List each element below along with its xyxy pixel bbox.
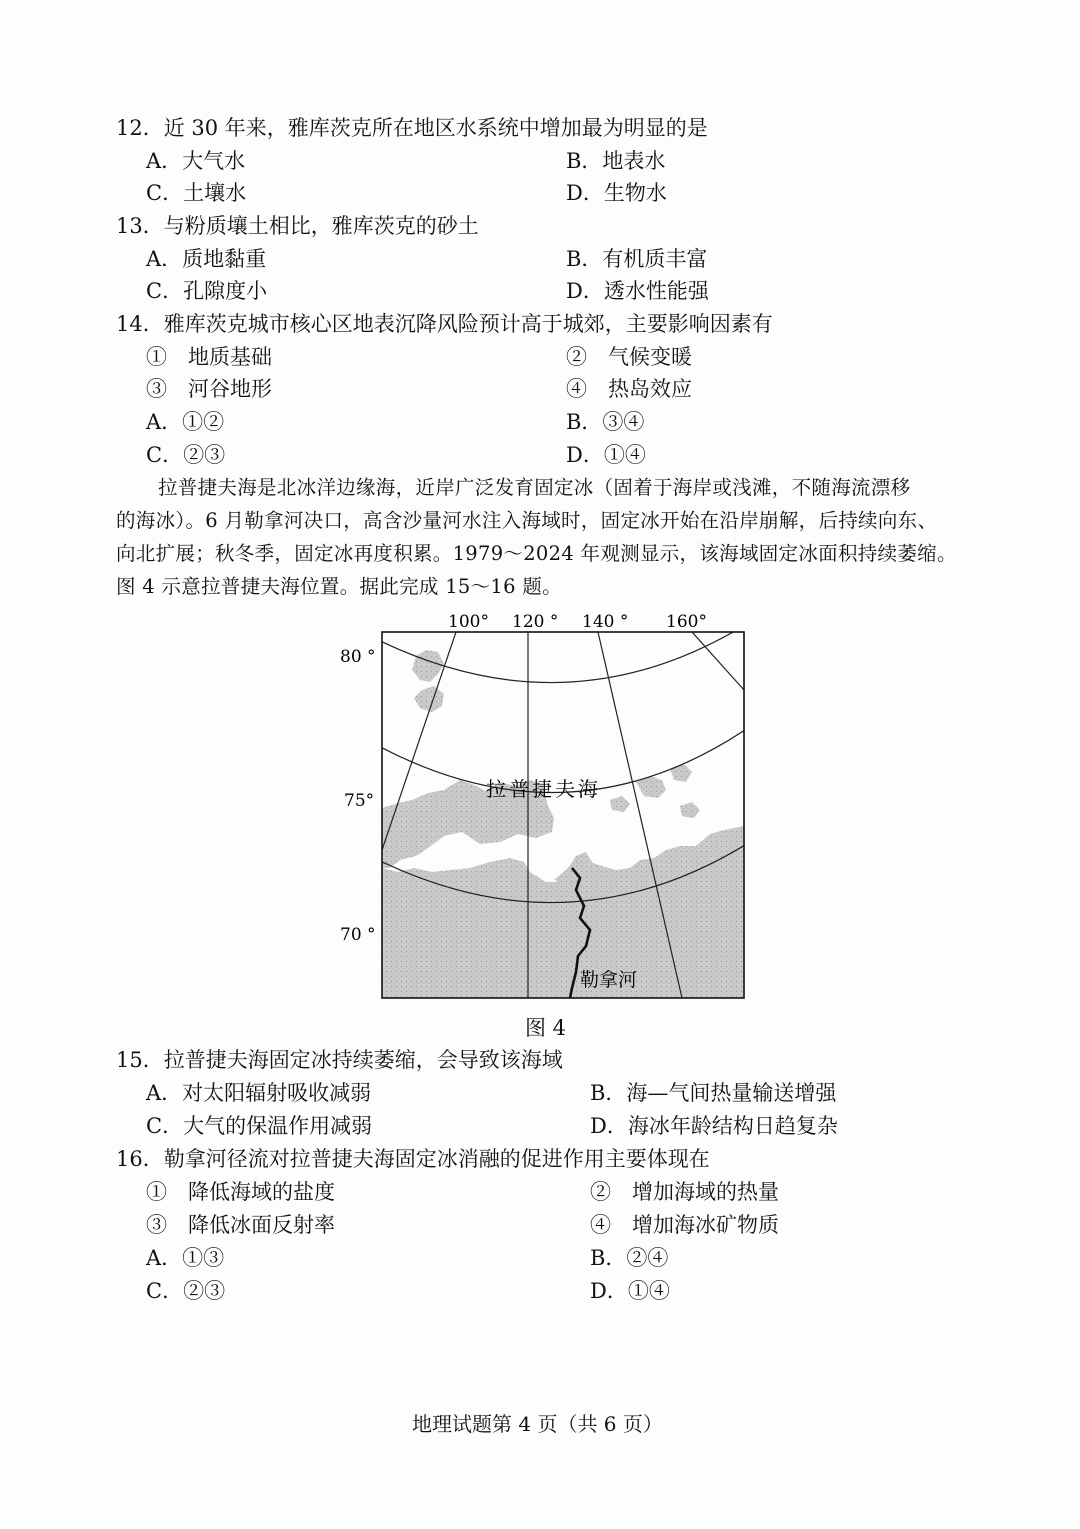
- q14-item-4: ④ 热岛效应: [566, 377, 692, 401]
- q16-item-1: ① 降低海域的盐度: [146, 1180, 335, 1204]
- lon-label-160: 160°: [666, 612, 707, 632]
- q13-option-c: C．孔隙度小: [146, 279, 268, 303]
- q16-item-4: ④ 增加海冰矿物质: [590, 1213, 779, 1237]
- q15-stem: 15．拉普捷夫海固定冰持续萎缩，会导致该海域: [116, 1048, 563, 1072]
- q13-option-a: A．质地黏重: [146, 247, 267, 271]
- q16-option-d: D．①④: [590, 1279, 670, 1303]
- page-footer: 地理试题第 4 页（共 6 页）: [412, 1412, 663, 1436]
- q16-option-c: C．②③: [146, 1279, 226, 1303]
- lat-label-70: 70 °: [340, 925, 376, 945]
- q14-option-a: A．①②: [146, 410, 225, 434]
- passage-line-3: 向北扩展；秋冬季，固定冰再度积累。1979～2024 年观测显示，该海域固定冰面积持续萎缩。: [116, 542, 957, 565]
- q12-option-a: A．大气水: [146, 149, 246, 173]
- q15-option-b: B．海—气间热量输送增强: [590, 1081, 837, 1105]
- river-label: 勒拿河: [580, 969, 638, 991]
- q13-stem: 13．与粉质壤土相比，雅库茨克的砂土: [116, 214, 479, 238]
- q15-option-c: C．大气的保温作用减弱: [146, 1114, 373, 1138]
- q14-item-1: ① 地质基础: [146, 345, 272, 369]
- lon-label-140: 140 °: [582, 612, 629, 632]
- passage-line-4: 图 4 示意拉普捷夫海位置。据此完成 15～16 题。: [116, 575, 562, 598]
- lon-label-120: 120 °: [512, 612, 559, 632]
- q15-option-d: D．海冰年龄结构日趋复杂: [590, 1114, 838, 1138]
- q16-item-3: ③ 降低冰面反射率: [146, 1213, 335, 1237]
- passage-line-1: 拉普捷夫海是北冰洋边缘海，近岸广泛发育固定冰（固着于海岸或浅滩，不随海流漂移: [158, 476, 911, 499]
- lon-label-100: 100°: [448, 612, 489, 632]
- q14-option-c: C．②③: [146, 443, 226, 467]
- q16-stem: 16．勒拿河径流对拉普捷夫海固定冰消融的促进作用主要体现在: [116, 1147, 710, 1171]
- q14-option-b: B．③④: [566, 410, 645, 434]
- figure-caption: 图 4: [525, 1016, 567, 1040]
- q16-item-2: ② 增加海域的热量: [590, 1180, 779, 1204]
- laptev-sea-map: [340, 610, 760, 1010]
- lat-label-75: 75°: [344, 791, 375, 811]
- q14-item-2: ② 气候变暖: [566, 345, 692, 369]
- q14-option-d: D．①④: [566, 443, 646, 467]
- q14-item-3: ③ 河谷地形: [146, 377, 272, 401]
- sea-label: 拉普捷夫海: [486, 777, 601, 801]
- q16-option-b: B．②④: [590, 1246, 669, 1270]
- q14-stem: 14．雅库茨克城市核心区地表沉降风险预计高于城郊，主要影响因素有: [116, 312, 773, 336]
- q16-option-a: A．①③: [146, 1246, 225, 1270]
- q12-stem: 12．近 30 年来，雅库茨克所在地区水系统中增加最为明显的是: [116, 116, 708, 140]
- q15-option-a: A．对太阳辐射吸收减弱: [146, 1081, 372, 1105]
- q12-option-d: D．生物水: [566, 181, 667, 205]
- passage-line-2: 的海冰）。6 月勒拿河决口，高含沙量河水注入海域时，固定冰开始在沿岸崩解，后持续向东、: [116, 509, 938, 532]
- lat-label-80: 80 °: [340, 647, 376, 667]
- q12-option-c: C．土壤水: [146, 181, 247, 205]
- q12-option-b: B．地表水: [566, 149, 666, 173]
- q13-option-d: D．透水性能强: [566, 279, 709, 303]
- q13-option-b: B．有机质丰富: [566, 247, 708, 271]
